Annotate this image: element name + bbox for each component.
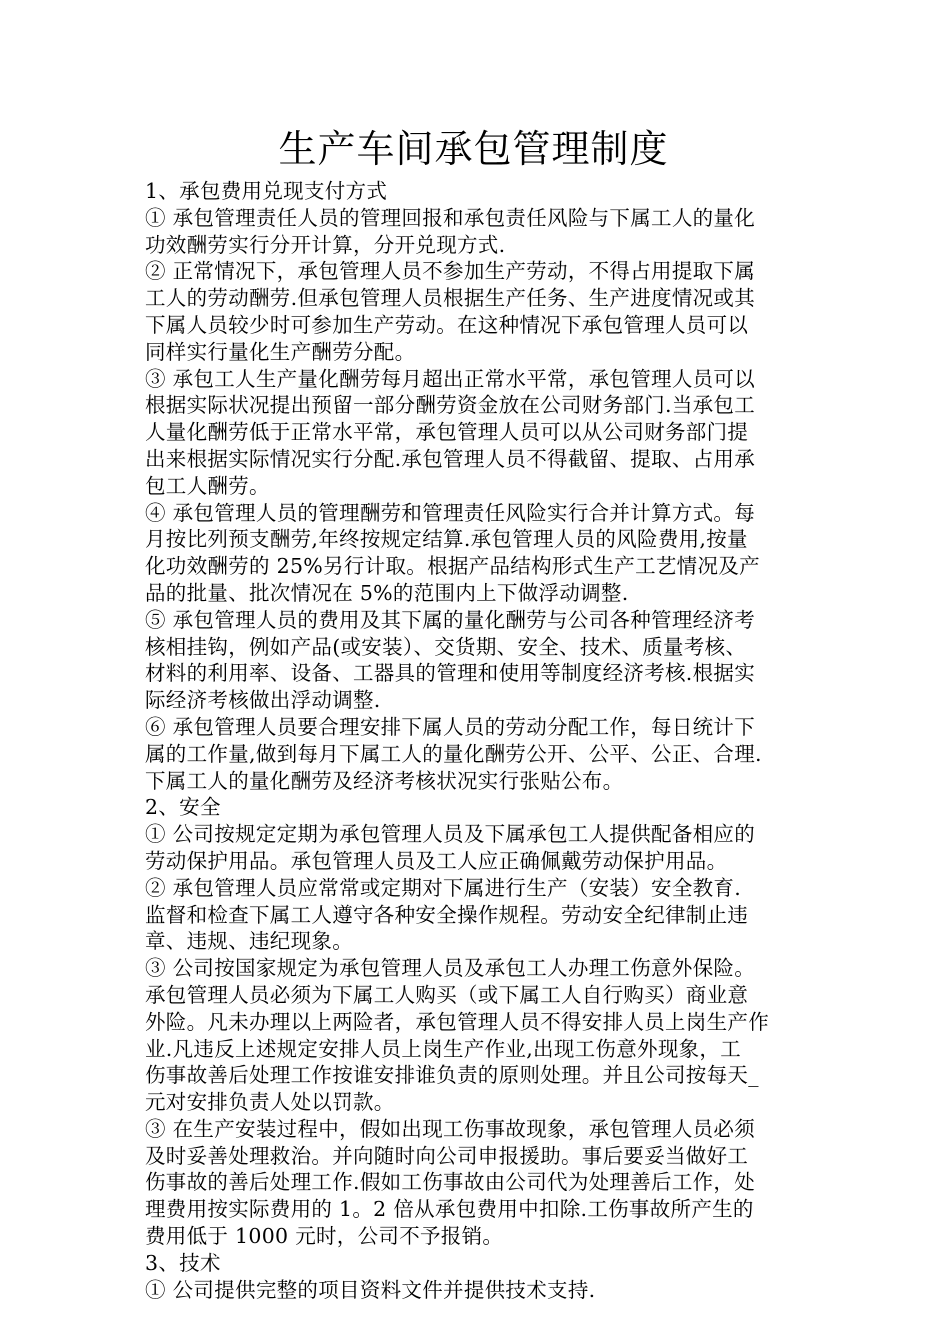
text-line: ② 承包管理人员应常常或定期对下属进行生产（安装）安全教育. (145, 875, 742, 900)
text-line: ② 正常情况下，承包管理人员不参加生产劳动，不得占用提取下属 (145, 259, 756, 284)
text-line: 同样实行量化生产酬劳分配。 (145, 339, 416, 364)
text-line: 元对安排负责人处以罚款。 (145, 1090, 395, 1115)
text-line: 功效酬劳实行分开计算，分开兑现方式. (145, 232, 506, 257)
document-page (145, 120, 810, 1303)
section-heading-technology: 3、技术 (145, 1250, 221, 1275)
text-line: 理费用按实际费用的 1。2 倍从承包费用中扣除.工伤事故所产生的 (145, 1197, 754, 1222)
section-heading-payment: 1、承包费用兑现支付方式 (145, 179, 388, 203)
text-line: ④ 承包管理人员的管理酬劳和管理责任风险实行合并计算方式。每 (145, 500, 756, 525)
text-line: 材料的利用率、设备、工器具的管理和使用等制度经济考核.根据实 (145, 661, 756, 686)
document-title: 生产车间承包管理制度 (278, 127, 669, 171)
text-line: 下属工人的量化酬劳及经济考核状况实行张贴公布。 (145, 768, 624, 793)
document-body (145, 178, 810, 1303)
text-line: ① 公司提供完整的项目资料文件并提供技术支持. (145, 1277, 596, 1302)
text-line: 伤事故善后处理工作按谁安排谁负责的原则处理。并且公司按每天_ (145, 1063, 759, 1088)
text-line: ① 公司按规定定期为承包管理人员及下属承包工人提供配备相应的 (145, 822, 756, 847)
text-line: 人量化酬劳低于正常水平常，承包管理人员可以从公司财务部门提 (145, 420, 749, 445)
text-line: 品的批量、批次情况在 5%的范围内上下做浮动调整. (145, 580, 629, 605)
text-line: 外险。凡未办理以上两险者，承包管理人员不得安排人员上岗生产作 (145, 1009, 769, 1034)
text-line: ③ 公司按国家规定为承包管理人员及承包工人办理工伤意外保险。 (145, 956, 756, 981)
section-heading-safety: 2、安全 (145, 795, 221, 820)
text-line: 根据实际状况提出预留一部分酬劳资金放在公司财务部门.当承包工 (145, 393, 756, 418)
text-line: 章、违规、违纪现象。 (145, 929, 353, 954)
text-line: 际经济考核做出浮动调整. (145, 688, 381, 713)
text-line: 伤事故的善后处理工作.假如工伤事故由公司代为处理善后工作，处 (145, 1170, 756, 1195)
text-line: 劳动保护用品。承包管理人员及工人应正确佩戴劳动保护用品。 (145, 848, 728, 873)
text-line: 费用低于 1000 元时，公司不予报销。 (145, 1224, 504, 1249)
text-line: 及时妥善处理救治。并向随时向公司申报援助。事后要妥当做好工 (145, 1143, 749, 1168)
text-line: 承包管理人员必须为下属工人购买（或下属工人自行购买）商业意 (145, 982, 749, 1007)
text-line: 属的工作量,做到每月下属工人的量化酬劳公开、公平、公正、合理. (145, 741, 762, 766)
text-line: 化功效酬劳的 25%另行计取。根据产品结构形式生产工艺情况及产 (145, 554, 760, 579)
text-line: 业.凡违反上述规定安排人员上岗生产作业,出现工伤意外现象，工 (145, 1036, 742, 1061)
text-line: 工人的劳动酬劳.但承包管理人员根据生产任务、生产进度情况或其 (145, 286, 756, 311)
text-line: ⑤ 承包管理人员的费用及其下属的量化酬劳与公司各种管理经济考 (145, 607, 756, 632)
text-line: ③ 承包工人生产量化酬劳每月超出正常水平常，承包管理人员可以 (145, 366, 756, 391)
text-line: ⑥ 承包管理人员要合理安排下属人员的劳动分配工作，每日统计下 (145, 714, 756, 739)
text-line: 月按比列预支酬劳,年终按规定结算.承包管理人员的风险费用,按量 (145, 527, 748, 552)
text-line: 监督和检查下属工人遵守各种安全操作规程。劳动安全纪律制止违 (145, 902, 749, 927)
text-line: 核相挂钩，例如产品(或安装）、交货期、安全、技术、质量考核、 (145, 634, 747, 659)
text-line: 出来根据实际情况实行分配.承包管理人员不得截留、提取、占用承 (145, 446, 756, 471)
text-line: ③ 在生产安装过程中，假如出现工伤事故现象，承包管理人员必须 (145, 1116, 756, 1141)
text-line: 下属人员较少时可参加生产劳动。在这种情况下承包管理人员可以 (145, 312, 749, 337)
text-line: ① 承包管理责任人员的管理回报和承包责任风险与下属工人的量化 (145, 205, 756, 230)
text-line: 包工人酬劳。 (145, 473, 270, 498)
